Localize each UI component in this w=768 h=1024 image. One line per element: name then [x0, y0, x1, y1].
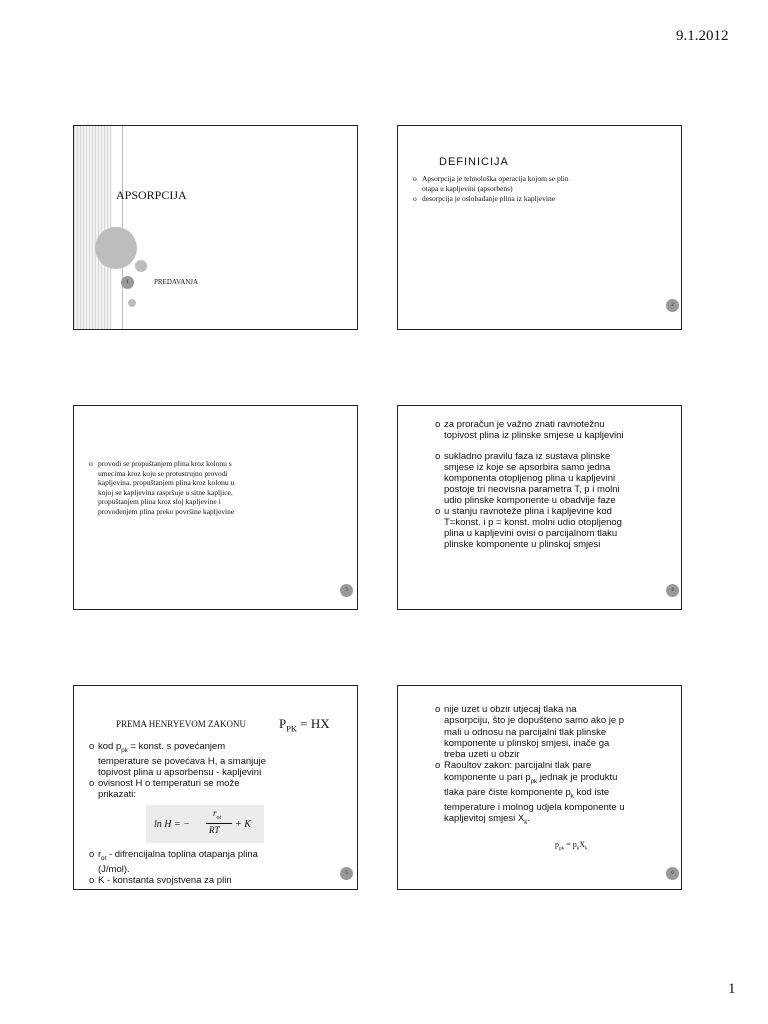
- bullet-list: [435, 704, 625, 829]
- bullet-item: o K - konstanta svojstvena za plin: [89, 875, 258, 886]
- bullet-item: o provodi se propuštanjem plina kroz kolonu s umecima kroz koju se protustrujno provodi kapljevina, propuštanjem plina kroz kolonu u kojoj se kapljevina raspršuje u sitne kapljice, propuštanjem plina kroz sloj kapljevine i provođenjem plina preko površine kapljevine: [89, 459, 234, 517]
- slide-1: [73, 125, 358, 330]
- bullet-item: o Raoultov zakon: parcijalni tlak pare komponente u pari $p_{pk}$ jednak je produktu tlaka pare čiste komponente $p_k$ kod iste temperature i molnog udjela komponente u kapljevitoj smjesi $X_k$.: [435, 760, 625, 828]
- decorative-stripe: [74, 126, 112, 329]
- henry-law-equation: $P_{PK}$ = HX: [279, 716, 330, 734]
- slide-number-badge: 1: [121, 276, 134, 289]
- equation-rhs: + K: [235, 819, 251, 830]
- equation-numerator: $r_{ot}$: [213, 808, 222, 821]
- bullet-item: o ovisnost H o temperaturi se može prikazati:: [89, 778, 266, 800]
- slide-6: [397, 685, 682, 890]
- slide-2: [397, 125, 682, 330]
- slide-number-badge: 6: [666, 867, 679, 880]
- bullet-item: o Apsorpcija je tehnološka operacija kojom se plin otapa u kapljevini (apsorbens): [413, 174, 569, 194]
- bullet-item: o u stanju ravnoteže plina i kapljevine kod T=konst. i p = konst. molni udio otopljenog plina u kapljevini ovisi o parcijalnom tlaku plinske komponente u plinskoj smjesi: [435, 506, 624, 550]
- slide-number-badge: 2: [666, 299, 679, 312]
- slide-title: APSORPCIJA: [116, 188, 187, 202]
- slide-title: DEFINICIJA: [439, 156, 509, 168]
- bullet-list: [89, 459, 234, 517]
- slide-subtitle: PREDAVANJA: [154, 278, 199, 286]
- page-number: 1: [728, 981, 736, 997]
- bullet-item: o kod $p_{pk}$ = konst. s povećanjem temperature se povećava H, a smanjuje topivost plina u apsorbensu - kapljevini: [89, 741, 266, 778]
- bullet-item: o desorpcija je oslobađanje plina iz kapljevine: [413, 194, 569, 204]
- header-date: 9.1.2012: [676, 28, 729, 44]
- equation-denominator: RT: [209, 825, 220, 835]
- slide-5: [73, 685, 358, 890]
- bullet-item: o za proračun je važno znati ravnotežnu topivost plina iz plinske smjese u kapljevini: [435, 419, 624, 441]
- raoult-formula: $p_{pk} = p_kX_k$: [555, 840, 588, 852]
- bullet-item: o $r_{ot}$ - difrencijalna toplina otapanja plina (J/mol).: [89, 849, 258, 875]
- slide-heading: PREMA HENRYEVOM ZAKONU: [116, 719, 247, 729]
- bullet-list-2: [89, 849, 258, 886]
- bullet-item: o nije uzet u obzir utjecaj tlaka na apsorpciju, što je dopušteno samo ako je p mali u odnosu na parcijalni tlak plinske komponente u plinskoj smjesi, inače ga treba uzeti u obzir: [435, 704, 625, 760]
- bullet-item: o sukladno pravilu faza iz sustava plinske smjese iz koje se apsorbira samo jedna komponenta otopljenog plina u kapljevini postoje tri neovisna parametra T, p i molni udio plinske komponente u obadvije faze: [435, 451, 624, 506]
- equation-lhs: ln H = −: [154, 819, 190, 830]
- slide-3: [73, 405, 358, 610]
- bullet-list: [89, 741, 266, 800]
- decor-circle-large: [95, 227, 137, 269]
- slide-4: [397, 405, 682, 610]
- fraction-bar: [206, 823, 232, 824]
- slide-number-badge: 4: [666, 584, 679, 597]
- bullet-list: [413, 174, 569, 204]
- slide-number-badge: 5: [340, 867, 353, 880]
- decor-circle-medium: [135, 260, 147, 272]
- decor-circle-small: [128, 299, 136, 307]
- slide-number-badge: 3: [340, 584, 353, 597]
- bullet-list: [435, 419, 624, 550]
